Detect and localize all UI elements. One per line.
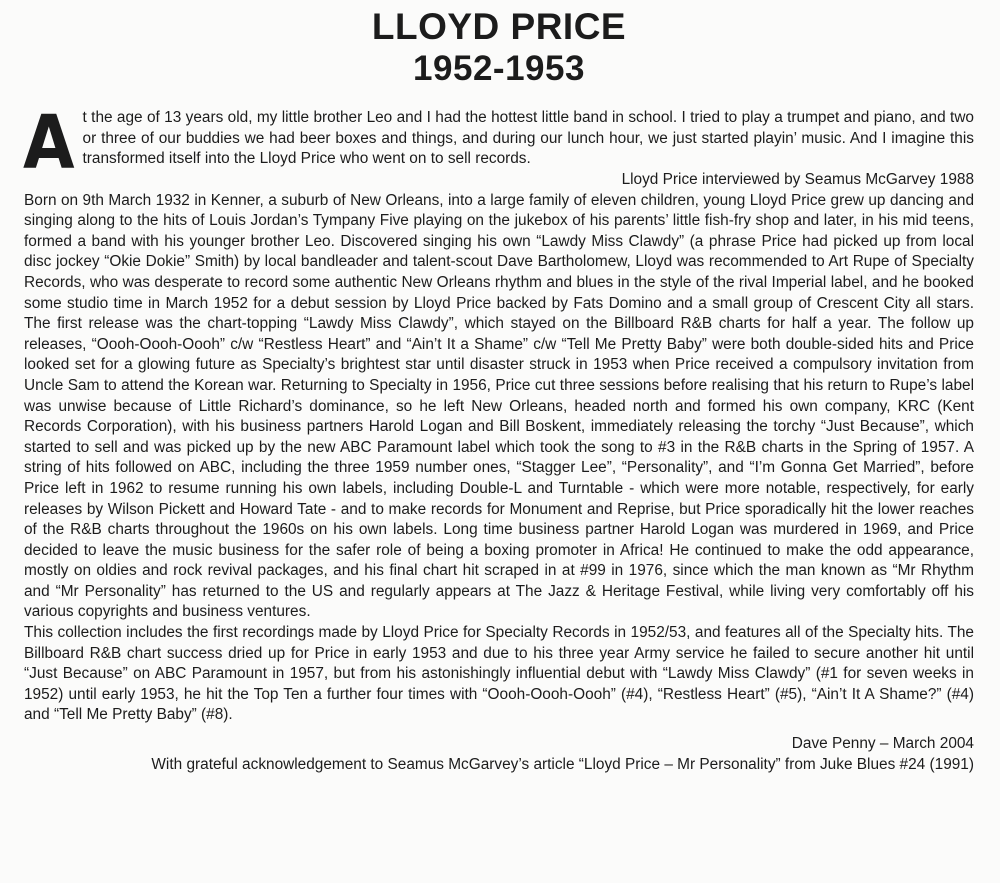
intro-quote: t the age of 13 years old, my little brother Leo and I had the hottest little band in school. I tried to play a trumpet and piano, and two or three of our buddies we had beer boxes and things, and during our lunch hour, we just started playin’ music. And I imagine this transformed itself into the Lloyd Price who went on to sell records. bbox=[82, 109, 974, 168]
drop-cap: A bbox=[23, 100, 75, 186]
collection-paragraph: This collection includes the first recordings made by Lloyd Price for Specialty Records in 1952/53, and features all of the Specialty hits. The Billboard R&B chart success dried up for Price in early 1953 and due to his three year Army service he failed to secure another hit until “Just Because” on ABC Paramount in 1957, but from his astonishingly influential debut with “Lawdy Miss Clawdy” (#1 for seven weeks in 1952) until early 1953, he hit the Top Ten a further four times with “Oooh-Oooh-Oooh” (#4), “Restless Heart” (#5), “Ain’t It A Shame?” (#4) and “Tell Me Pretty Baby” (#8). bbox=[24, 624, 974, 724]
quote-attribution: Lloyd Price interviewed by Seamus McGarvey 1988 bbox=[621, 171, 974, 188]
page-years: 1952-1953 bbox=[413, 49, 585, 88]
article-body bbox=[23, 100, 974, 775]
page-title: LLOYD PRICE bbox=[371, 6, 627, 47]
acknowledgement-line: With grateful acknowledgement to Seamus McGarvey’s article “Lloyd Price – Mr Personality” from Juke Blues #24 (1991) bbox=[151, 755, 974, 773]
biography-paragraph: Born on 9th March 1932 in Kenner, a suburb of New Orleans, into a large family of eleven children, young Lloyd Price grew up dancing and singing along to the hits of Louis Jordan’s Tympany Five playing on the jukebox of his parents’ little fish-fry shop and later, in his mid teens, formed a band with his younger brother Leo. Discovered singing his own “Lawdy Miss Clawdy” (a phrase Price had picked up from local disc jockey “Okie Dokie” Smith) by local bandleader and talent-scout Dave Bartholomew, Lloyd was recommended to Art Rupe of Specialty Records, who was desperate to record some authentic New Orleans rhythm and blues in the style of the rival Imperial label, and he booked some studio time in March 1952 for a debut session by Lloyd Price backed by Fats Domino and a small group of Crescent City all stars. The first release was the chart-topping “Lawdy Miss Clawdy”, which stayed on the Billboard R&B charts for half a year. The follow up releases, “Oooh-Oooh-Oooh” c/w “Restless Heart” and “Ain’t It a Shame” c/w “Tell Me Pretty Baby” were both double-sided hits and Price looked set for a glowing future as Specialty’s brightest star until disaster struck in 1953 when Price received a compulsory invitation from Uncle Sam to attend the Korean war. Returning to Specialty in 1956, Price cut three sessions before realising that his return to Rupe’s label was unwise because of Little Richard’s dominance, so he left New Orleans, headed north and formed his own company, KRC (Kent Records Corporation), with his business partners Harold Logan and Bill Boskent, immediately releasing the torchy “Just Because”, which started to sell and was picked up by the new ABC Paramount label which took the song to #3 in the R&B charts in the Spring of 1957. A string of hits followed on ABC, including the three 1959 number ones, “Stagger Lee”, “Personality”, and “I’m Gonna Get Married”, before Price left in 1962 to resume running his own labels, including Double-L and Turntable - which were more notable, respectively, for early releases by Wilson Pickett and Howard Tate - and to make records for Monument and Reprise, but Price sporadically hit the lower reaches of the R&B charts throughout the 1960s on his own labels. Long time business partner Harold Logan was murdered in 1969, and Price decided to leave the music business for the safer role of being a boxing promoter in Africa! He continued to make the odd appearance, mostly on oldies and rock revival packages, and his final chart hit scraped in at #99 in 1976, since which the man known as “Mr Rhythm and “Mr Personality” has returned to the US and regularly appears at The Jazz & Heritage Festival, while living very comfortably off his various copyrights and business ventures. bbox=[24, 191, 974, 621]
author-signoff: Dave Penny – March 2004 bbox=[791, 735, 974, 753]
